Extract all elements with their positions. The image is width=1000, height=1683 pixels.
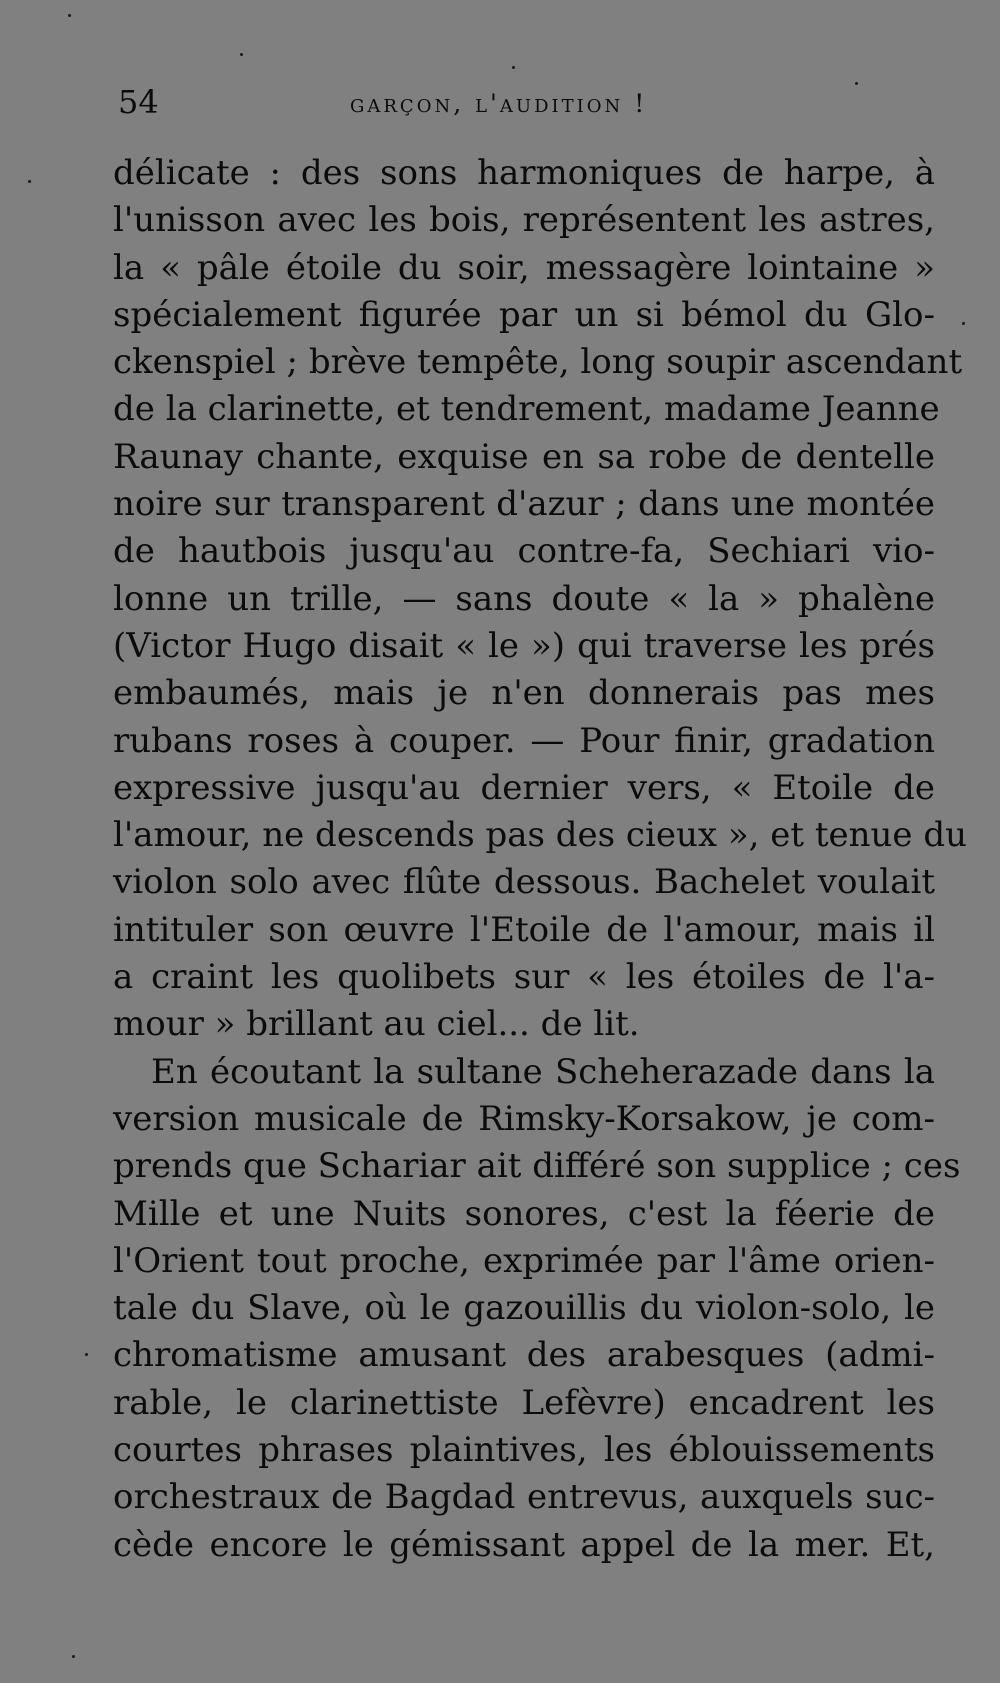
text-line: version musicale de Rimsky-Korsakow, je com- <box>113 1098 935 1139</box>
text-line: noire sur transparent d'azur ; dans une montée <box>113 484 935 525</box>
text-line: prends que Schariar ait différé son supplice ; ces <box>113 1146 961 1187</box>
text-line: (Victor Hugo disait « le ») qui traverse les prés <box>113 625 935 666</box>
text-line: de la clarinette, et tendrement, madame Jeanne <box>113 389 940 430</box>
text-line: ckenspiel ; brève tempête, long soupir ascendant <box>113 342 963 383</box>
speck <box>68 14 71 17</box>
text-line: lonne un trille, — sans doute « la » phalène <box>113 578 935 619</box>
speck <box>28 180 31 183</box>
page-header <box>118 80 718 124</box>
text-line: de hautbois jusqu'au contre-fa, Sechiari vio- <box>113 531 935 572</box>
text-line: l'amour, ne descends pas des cieux », et tenue du <box>113 815 968 856</box>
text-line: l'Orient tout proche, exprimée par l'âme orien- <box>113 1240 935 1281</box>
text-line: la « pâle étoile du soir, messagère lointaine » <box>113 247 935 288</box>
text-line: chromatisme amusant des arabesques (admi- <box>113 1335 935 1376</box>
text-line: intituler son œuvre l'Etoile de l'amour, mais il <box>113 909 935 950</box>
text-line: rubans roses à couper. — Pour finir, gradation <box>113 720 935 761</box>
text-line: expressive jusqu'au dernier vers, « Etoile de <box>113 767 935 808</box>
text-line-paragraph-start: En écoutant la sultane Scheherazade dans la <box>151 1051 935 1092</box>
text-line: spécialement figurée par un si bémol du Glo- <box>113 294 935 335</box>
text-line-paragraph-end: mour » brillant au ciel... de lit. <box>113 1004 640 1045</box>
speck <box>240 53 243 56</box>
speck <box>85 1353 88 1356</box>
text-line: l'unisson avec les bois, représentent les astres, <box>113 200 935 241</box>
body-text <box>113 150 968 1569</box>
speck <box>855 82 858 85</box>
text-line: embaumés, mais je n'en donnerais pas mes <box>113 673 935 714</box>
text-line: a craint les quolibets sur « les étoiles de l'a- <box>113 957 935 998</box>
speck <box>512 66 515 69</box>
speck <box>962 322 965 325</box>
text-line: Raunay chante, exquise en sa robe de dentelle <box>113 436 935 477</box>
text-line: rable, le clarinettiste Lefèvre) encadrent les <box>113 1382 935 1423</box>
text-line: délicate : des sons harmoniques de harpe, à <box>113 153 935 193</box>
text-line: violon solo avec flûte dessous. Bachelet voulait <box>113 862 935 903</box>
text-line: cède encore le gémissant appel de la mer. Et, <box>113 1524 935 1565</box>
text-line: Mille et une Nuits sonores, c'est la féerie de <box>113 1193 935 1234</box>
running-title: garçon, l'audition ! <box>350 89 648 118</box>
text-line: orchestraux de Bagdad entrevus, auxquels suc- <box>113 1477 935 1518</box>
text-line: tale du Slave, où le gazouillis du violon-solo, le <box>113 1288 935 1329</box>
text-line: courtes phrases plaintives, les éblouissements <box>113 1430 935 1471</box>
speck <box>72 1655 75 1658</box>
page-number: 54 <box>118 83 159 121</box>
